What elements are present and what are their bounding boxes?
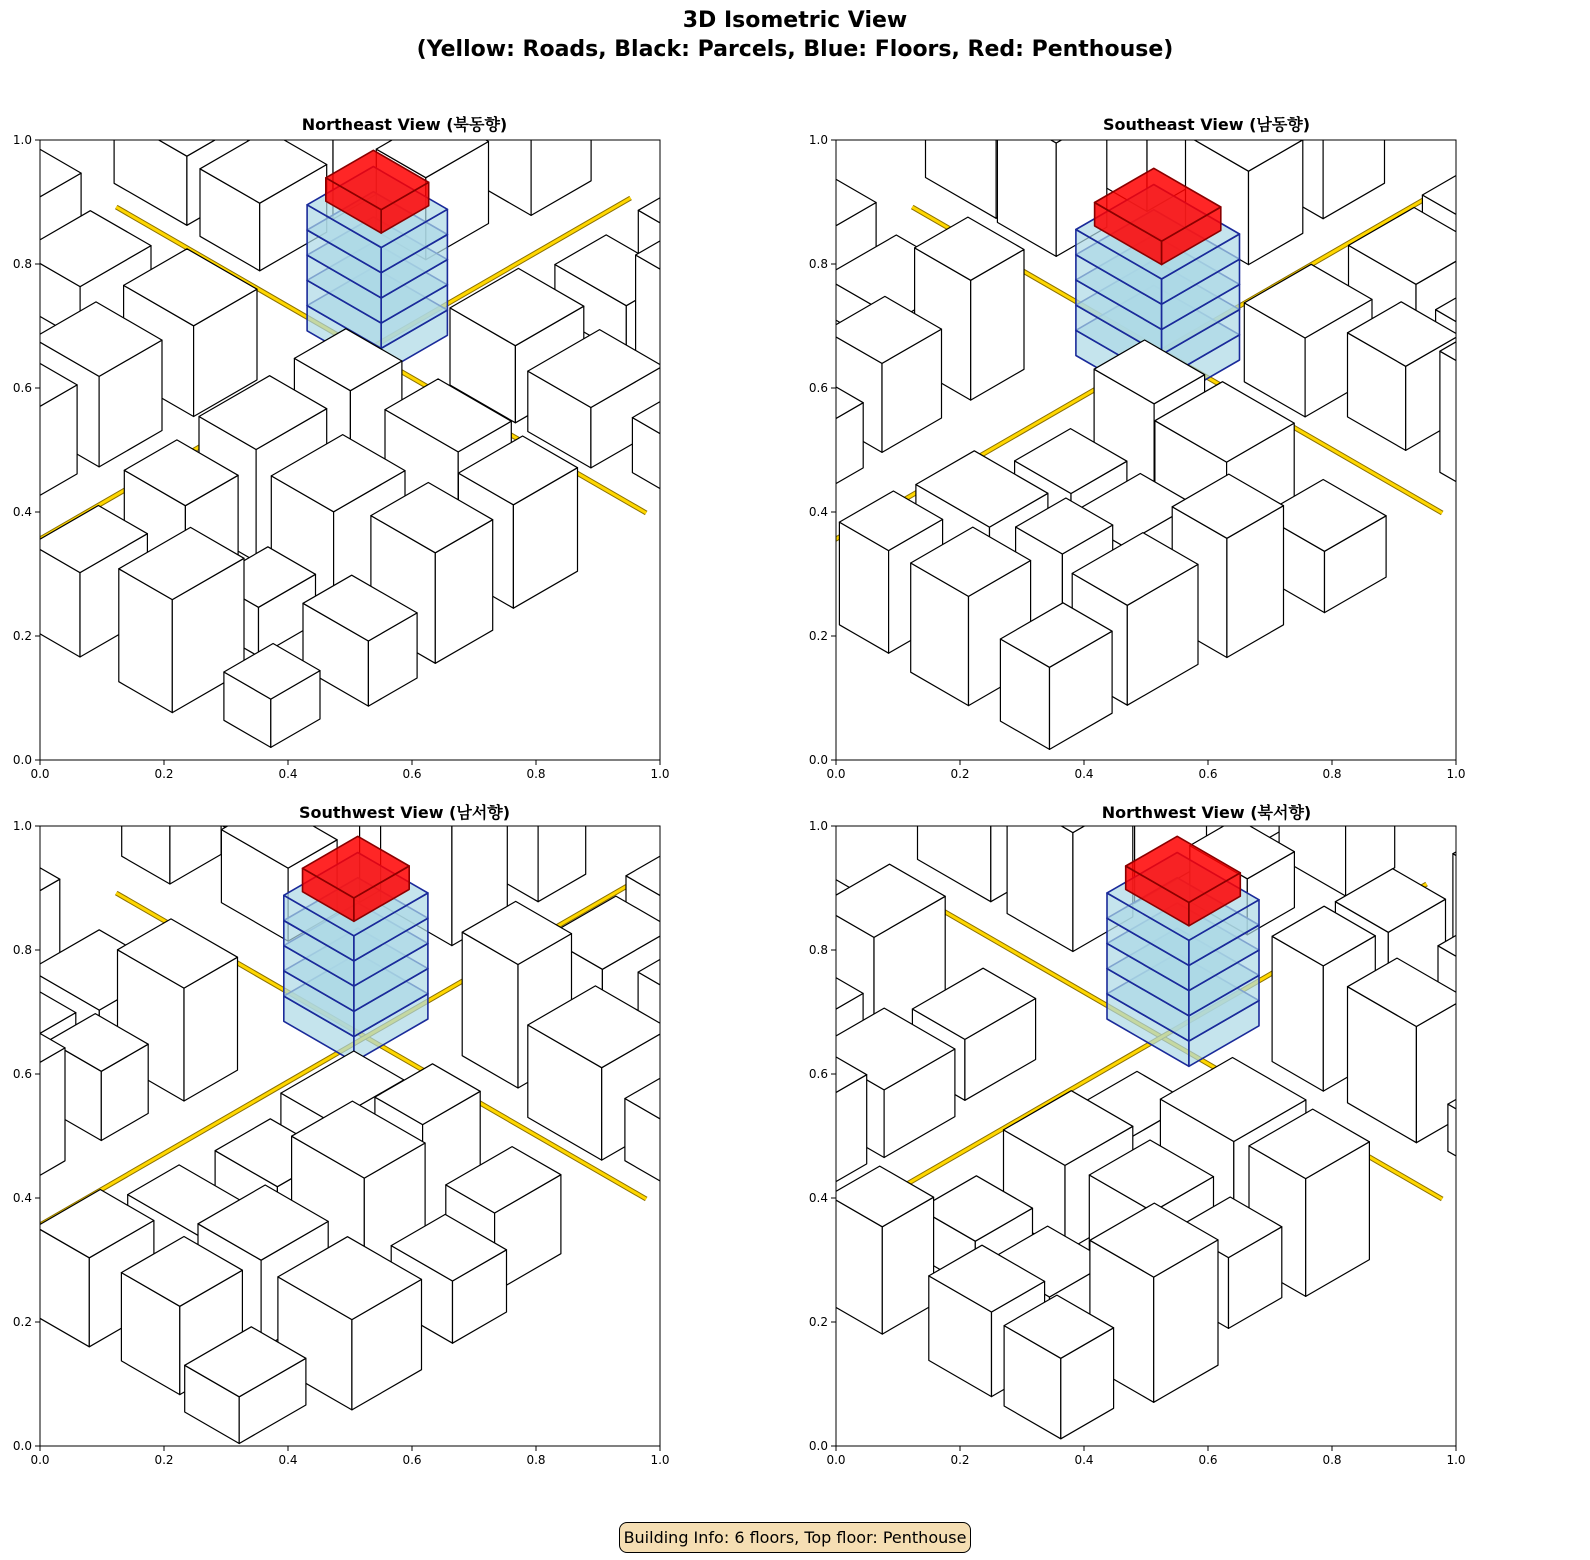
- y-tick-label: 1.0: [808, 133, 828, 147]
- building-info-box: Building Info: 6 floors, Top floor: Penthouse: [619, 1522, 971, 1553]
- x-tick-label: 0.6: [1198, 767, 1218, 781]
- parcel-building: [1531, 1001, 1590, 1152]
- parcel-building: [1508, 234, 1590, 365]
- x-tick-label: 0.0: [30, 1453, 50, 1467]
- x-tick-label: 0.0: [826, 767, 846, 781]
- x-tick-label: 0.2: [950, 767, 970, 781]
- x-tick-label: 0.4: [278, 1453, 298, 1467]
- parcel-building: [828, 1166, 933, 1334]
- y-tick-label: 0.6: [808, 1067, 828, 1081]
- y-tick-label: 1.0: [12, 819, 32, 833]
- y-tick-label: 0.0: [808, 753, 828, 767]
- x-tick-label: 0.4: [1074, 1453, 1094, 1467]
- southwest-view-axes: [0, 819, 714, 1467]
- northwest-view-axes: [781, 819, 1522, 1467]
- y-tick-label: 0.8: [12, 943, 32, 957]
- x-tick-label: 0.6: [402, 767, 422, 781]
- parcel-building: [1493, 858, 1590, 1053]
- y-tick-label: 1.0: [808, 819, 828, 833]
- panel-title-northeast: Northeast View (북동향): [301, 115, 508, 134]
- y-tick-label: 0.4: [808, 505, 828, 519]
- northeast-view-axes: [0, 133, 714, 781]
- target-building: [284, 836, 428, 1062]
- y-tick-label: 0.4: [808, 1191, 828, 1205]
- target-building: [1107, 836, 1259, 1066]
- y-tick-label: 1.0: [12, 133, 32, 147]
- x-tick-label: 0.8: [1322, 1453, 1342, 1467]
- x-tick-label: 0.8: [526, 1453, 546, 1467]
- y-tick-label: 0.2: [808, 1315, 828, 1329]
- x-tick-label: 0.6: [1198, 1453, 1218, 1467]
- parcel-building: [1448, 1077, 1567, 1193]
- y-tick-label: 0.0: [808, 1439, 828, 1453]
- x-tick-label: 1.0: [650, 1453, 670, 1467]
- parcel-building: [735, 299, 853, 415]
- figure-title-line1: 3D Isometric View: [682, 8, 908, 33]
- x-tick-label: 1.0: [1446, 767, 1466, 781]
- y-tick-label: 0.8: [12, 257, 32, 271]
- panel-title-southwest: Southwest View (남서향): [298, 803, 511, 822]
- y-tick-label: 0.2: [808, 629, 828, 643]
- y-tick-label: 0.6: [808, 381, 828, 395]
- x-tick-label: 1.0: [650, 767, 670, 781]
- x-tick-label: 0.4: [278, 767, 298, 781]
- x-tick-label: 0.0: [826, 1453, 846, 1467]
- southeast-view-axes: [781, 133, 1522, 781]
- x-tick-label: 0.8: [526, 767, 546, 781]
- y-tick-label: 0.6: [12, 381, 32, 395]
- panel-title-northwest: Northwest View (북서향): [1101, 803, 1312, 822]
- figure-title: [0, 6, 1590, 64]
- y-tick-label: 0.4: [12, 1191, 32, 1205]
- figure-title-line2: (Yellow: Roads, Black: Parcels, Blue: Floors, Red: Penthouse): [416, 37, 1174, 62]
- y-tick-label: 0.2: [12, 1315, 32, 1329]
- x-tick-label: 0.8: [1322, 767, 1342, 781]
- x-tick-label: 0.6: [402, 1453, 422, 1467]
- y-tick-label: 0.0: [12, 753, 32, 767]
- x-tick-label: 0.2: [950, 1453, 970, 1467]
- x-tick-label: 1.0: [1446, 1453, 1466, 1467]
- parcel-building: [1440, 324, 1555, 511]
- x-tick-label: 0.2: [154, 1453, 174, 1467]
- parcel-building: [1513, 331, 1590, 460]
- y-tick-label: 0.0: [12, 1439, 32, 1453]
- x-tick-label: 0.4: [1074, 767, 1094, 781]
- parcel-building: [1453, 824, 1572, 997]
- x-tick-label: 0.2: [154, 767, 174, 781]
- y-tick-label: 0.2: [12, 629, 32, 643]
- y-tick-label: 0.8: [808, 257, 828, 271]
- y-tick-label: 0.8: [808, 943, 828, 957]
- y-tick-label: 0.6: [12, 1067, 32, 1081]
- x-tick-label: 0.0: [30, 767, 50, 781]
- panel-title-southeast: Southeast View (남동향): [1102, 115, 1311, 134]
- y-tick-label: 0.4: [12, 505, 32, 519]
